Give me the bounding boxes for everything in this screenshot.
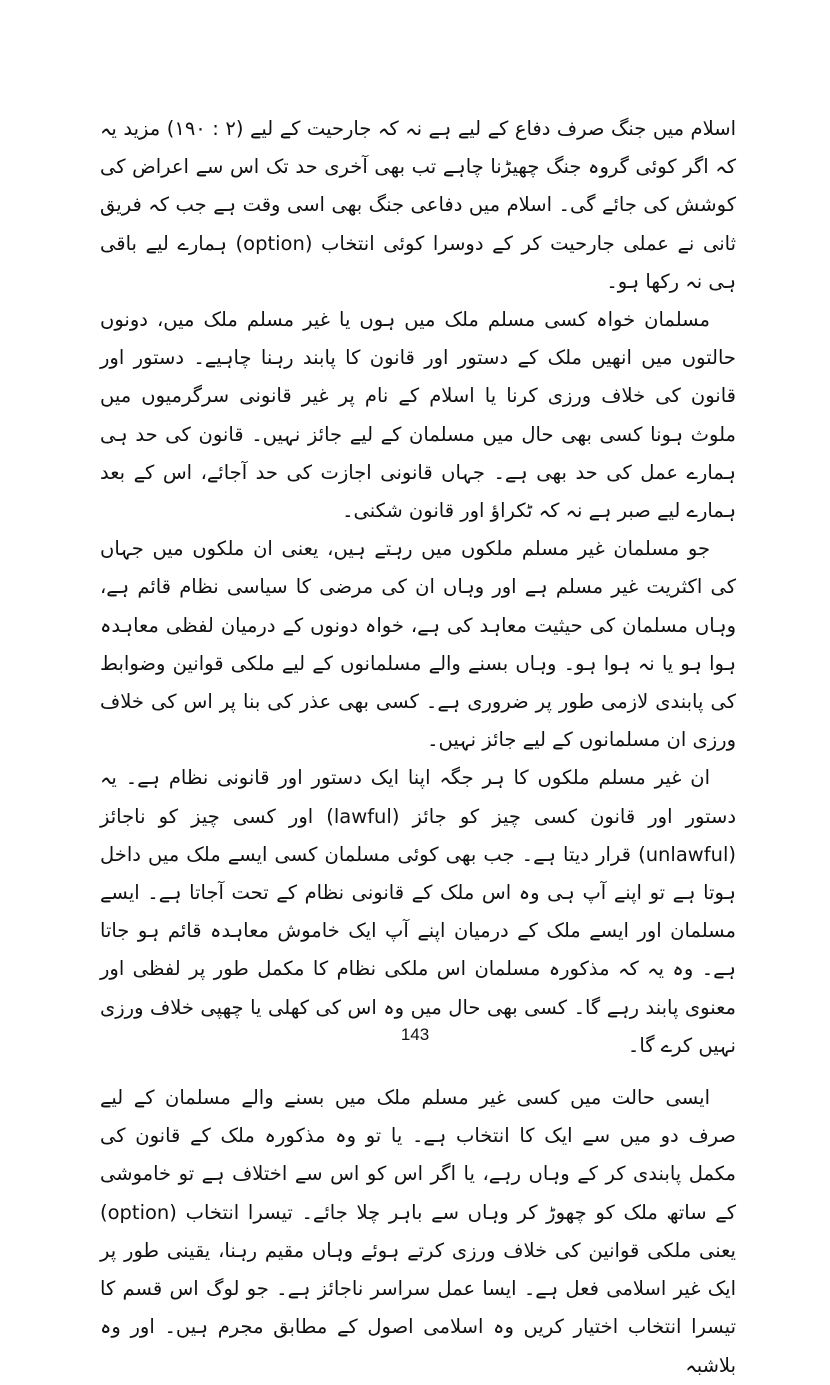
paragraph-2: مسلمان خواہ کسی مسلم ملک میں ہوں یا غیر مسلم ملک میں، دونوں حالتوں میں انھیں ملک کے دستور اور قانون کا پابند رہنا چاہیے۔ دستور اور قانون کی خلاف ورزی کرنا یا اسلام کے نام پر غیر قانونی سرگرمیوں میں ملوث ہونا کسی بھی حال میں مسلمان کے لیے جائز نہیں۔ قانون کی حد ہی ہمارے عمل کی حد بھی ہے۔ جہاں قانونی اجازت کی حد آجائے، اس کے بعد ہمارے لیے صبر ہے نہ کہ ٹکراؤ اور قانون شکنی۔ xyxy=(100,308,736,523)
paragraph-5: ایسی حالت میں کسی غیر مسلم ملک میں بسنے والے مسلمان کے لیے صرف دو میں سے ایک کا انتخاب ہے۔ یا تو وہ مذکورہ ملک کے قانون کی مکمل پابندی کر کے وہاں رہے، یا اگر اس کو اس سے اختلاف ہے تو خاموشی کے ساتھ ملک کو چھوڑ کر وہاں سے باہر چلا جائے۔ تیسرا انتخاب (option) یعنی ملکی قوانین کی خلاف ورزی کرتے ہوئے وہاں مقیم رہنا، یقینی طور پر ایک غیر اسلامی فعل ہے۔ ایسا عمل سراسر ناجائز ہے۔ جو لوگ اس قسم کا تیسرا انتخاب اختیار کریں وہ اسلامی اصول کے مطابق مجرم ہیں۔ اور وہ بلاشبہ xyxy=(100,1086,736,1377)
paragraph-3: جو مسلمان غیر مسلم ملکوں میں رہتے ہیں، یعنی ان ملکوں میں جہاں کی اکثریت غیر مسلم ہے اور وہاں ان کی مرضی کا سیاسی نظام قائم ہے، وہاں مسلمان کی حیثیت معاہد کی ہے، خواہ دونوں کے درمیان لفظی معاہدہ ہوا ہو یا نہ ہوا ہو۔ وہاں بسنے والے مسلمانوں کے لیے ملکی قوانین وضوابط کی پابندی لازمی طور پر ضروری ہے۔ کسی بھی عذر کی بنا پر اس کی خلاف ورزی ان مسلمانوں کے لیے جائز نہیں۔ xyxy=(100,537,736,752)
page-number: 143 xyxy=(400,1025,430,1044)
paragraph-1: اسلام میں جنگ صرف دفاع کے لیے ہے نہ کہ جارحیت کے لیے (۲ : ۱۹۰) مزید یہ کہ اگر کوئی گروہ جنگ چھیڑنا چاہے تب بھی آخری حد تک اس سے اعراض کی کوشش کی جائے گی۔ اسلام میں دفاعی جنگ بھی اسی وقت ہے جب کہ فریق ثانی نے عملی جارحیت کر کے دوسرا کوئی انتخاب (option) ہمارے لیے باقی ہی نہ رکھا ہو۔ xyxy=(100,117,736,293)
paragraph-4: ان غیر مسلم ملکوں کا ہر جگہ اپنا ایک دستور اور قانونی نظام ہے۔ یہ دستور اور قانون کسی چیز کو جائز (lawful) اور کسی چیز کو ناجائز (unlawful) قرار دیتا ہے۔ جب بھی کوئی مسلمان کسی ایسے ملک میں داخل ہوتا ہے تو اپنے آپ ہی وہ اس ملک کے قانونی نظام کے تحت آجاتا ہے۔ ایسے مسلمان اور ایسے ملک کے درمیان اپنے آپ ایک خاموش معاہدہ قائم ہو جاتا ہے۔ وہ یہ کہ مذکورہ مسلمان اس ملکی نظام کا مکمل طور پر لفظی اور معنوی پابند رہے گا۔ کسی بھی حال میں وہ اس کی کھلی یا چھپی خلاف ورزی نہیں کرے گا۔ xyxy=(100,766,737,1057)
body-text xyxy=(100,110,736,1385)
